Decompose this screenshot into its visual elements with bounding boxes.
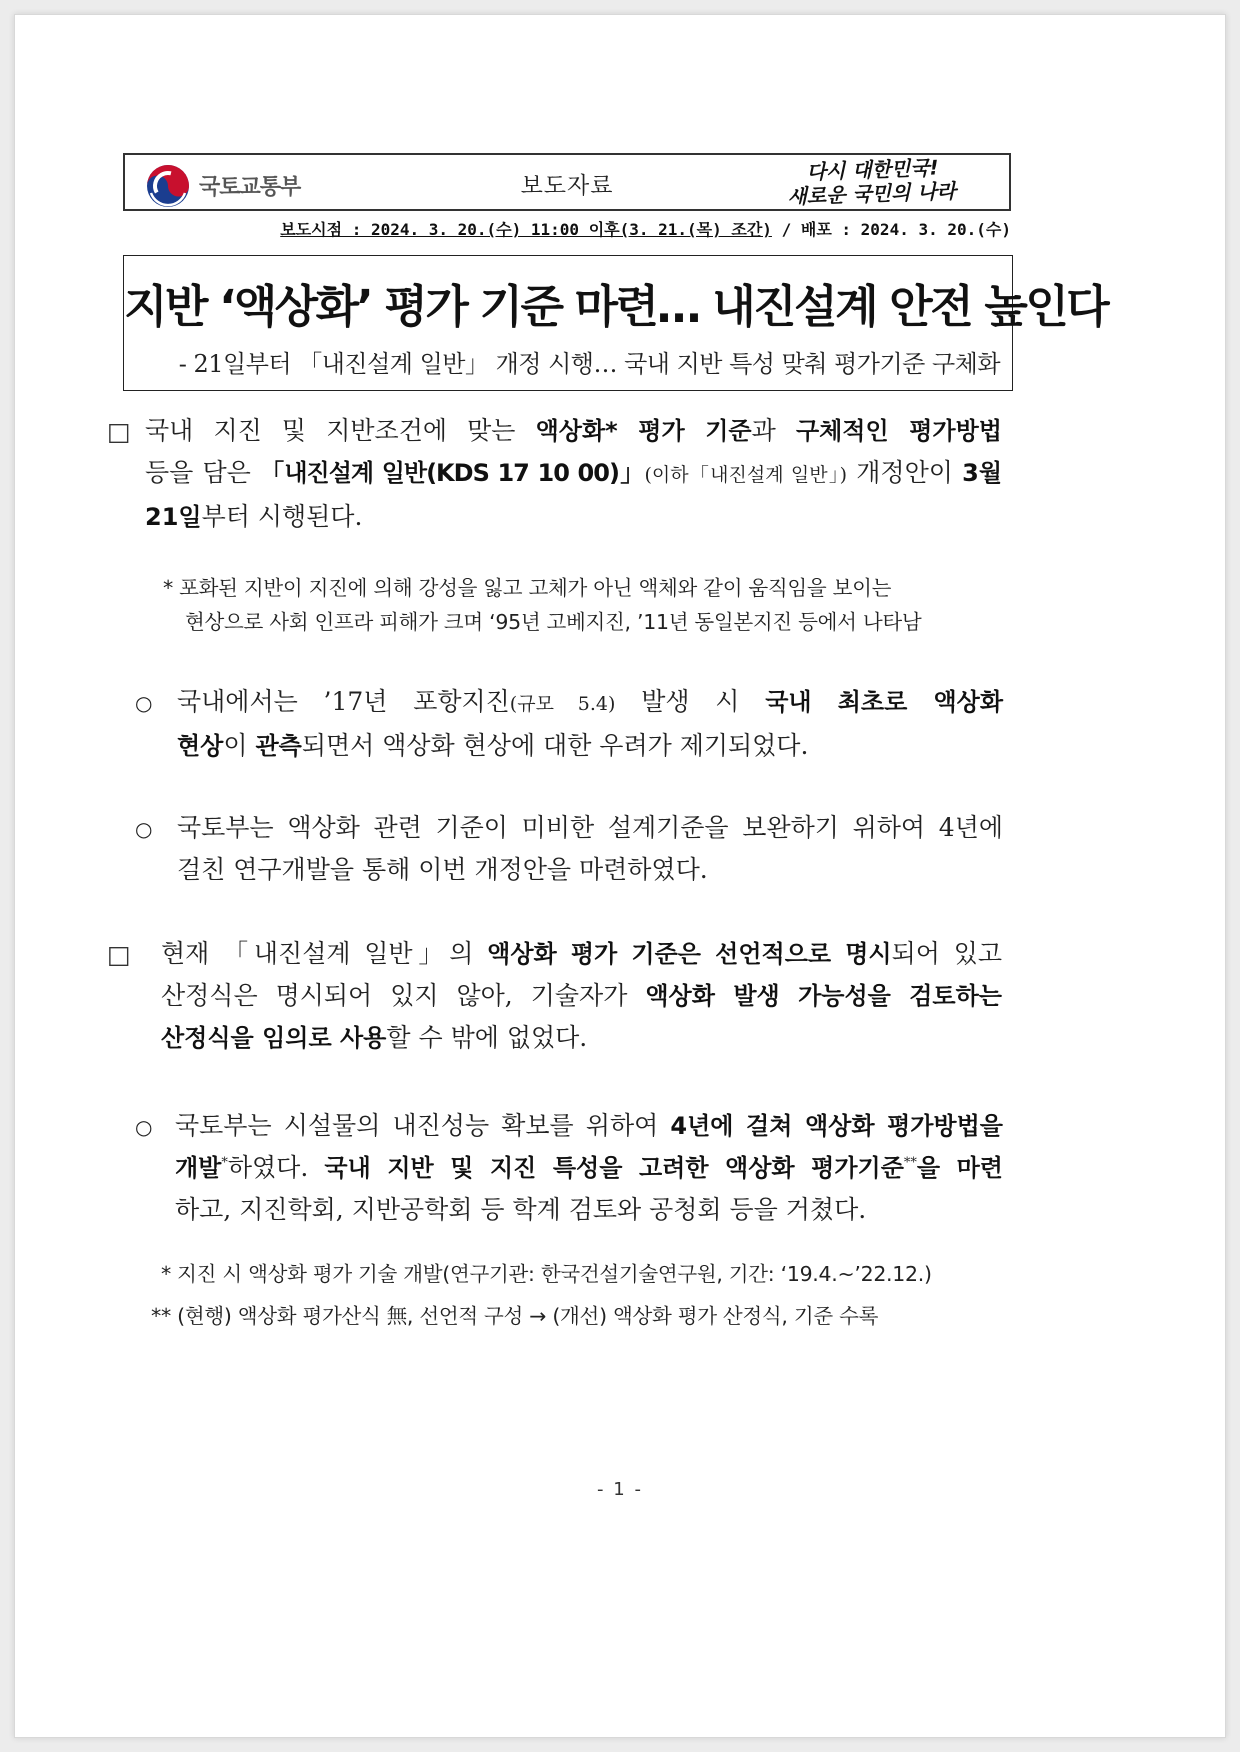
page-number: - 1 - <box>597 1479 643 1500</box>
paragraph-4-line-3 <box>161 1017 1002 1059</box>
text: 현재 「내진설계 일반」의 <box>161 939 488 968</box>
text: 개정안이 <box>847 458 963 487</box>
paragraph-2-line-1 <box>177 681 1003 725</box>
text: 등을 담은 <box>145 458 261 487</box>
title-box <box>123 255 1108 391</box>
text: 하였다. <box>227 1153 325 1182</box>
text: 할 수 밖에 없었다. <box>386 1023 588 1052</box>
text: (규모 5.4) <box>509 693 616 715</box>
square-bullet: □ <box>107 417 131 446</box>
circle-bullet: ○ <box>135 1115 153 1139</box>
circle-bullet: ○ <box>135 817 153 841</box>
paragraph-1-line-2 <box>145 452 1002 496</box>
paragraph-5 <box>175 1105 1003 1231</box>
emphasis: 을 마련 <box>916 1154 1003 1182</box>
headline: 지반 ‘액상화’ 평가 기준 마련… 내진설계 안전 높인다 <box>124 280 1108 333</box>
emphasis: 액상화 평가 기준은 선언적으로 명시 <box>487 940 892 968</box>
emphasis: 구체적인 평가방법 <box>795 417 1002 445</box>
circle-bullet: ○ <box>135 691 153 715</box>
emphasis: 국내 최초로 액상화 <box>765 688 1004 716</box>
doc-type-label: 보도자료 <box>520 173 614 199</box>
paragraph-1-line-3 <box>145 496 1002 538</box>
paragraph-5-line-1 <box>175 1105 1003 1147</box>
release-info <box>280 217 1011 240</box>
embargo-time: 보도시점 : 2024. 3. 20.(수) 11:00 이후(3. 21.(목) 조간) <box>280 220 772 239</box>
emphasis: 관측 <box>255 732 302 760</box>
footnote-2-line-1: * 지진 시 액상화 평가 기술 개발(연구기관: 한국건설기술연구원, 기간: ‘19.4.~’22.12.) <box>161 1262 932 1286</box>
paragraph-5-line-2 <box>175 1147 1003 1189</box>
paragraph-1 <box>145 410 1002 538</box>
paragraph-2-line-2 <box>177 725 1003 767</box>
paragraph-3-line-1: 국토부는 액상화 관련 기준이 미비한 설계기준을 보완하기 위하여 4년에 <box>177 813 1003 842</box>
distribution-date: 배포 : 2024. 3. 20.(수) <box>800 220 1011 239</box>
text: 국내에서는 ’17년 포항지진 <box>177 687 510 716</box>
ministry-name: 국토교통부 <box>199 175 301 200</box>
text: 이 <box>223 731 256 760</box>
paragraph-2 <box>177 681 1003 767</box>
document-page <box>14 14 1226 1738</box>
emphasis: 3월 <box>962 459 1003 487</box>
paragraph-1-line-1 <box>145 410 1002 452</box>
text: 산정식은 명시되어 있지 않아, 기술자가 <box>161 981 646 1010</box>
footnote-marker: * <box>221 1155 228 1171</box>
emphasis: 21일 <box>145 503 202 531</box>
slogan-line-2: 새로운 국민의 나라 <box>787 178 957 209</box>
text: 부터 시행된다. <box>201 502 363 531</box>
emphasis: 「내진설계 일반(KDS 17 10 00)」 <box>260 459 645 487</box>
footnote-2-line-2: ** (현행) 액상화 평가산식 無, 선언적 구성 → (개선) 액상화 평가 산정식, 기준 수록 <box>151 1304 879 1328</box>
footnote-1-line-2: 현상으로 사회 인프라 피해가 크며 ‘95년 고베지진, ’11년 동일본지진 등에서 나타남 <box>185 610 922 634</box>
paragraph-4-line-2 <box>161 975 1002 1017</box>
release-separator: / <box>771 220 801 239</box>
paragraph-4-line-1 <box>161 933 1002 975</box>
header-box <box>123 153 1011 211</box>
emphasis: 현상 <box>177 732 224 760</box>
text: 국토부는 시설물의 내진성능 확보를 위하여 <box>175 1111 671 1140</box>
subheadline: - 21일부터 「내진설계 일반」 개정 시행… 국내 지반 특성 맞춰 평가기준 구체화 <box>178 350 1000 378</box>
emphasis: 개발 <box>175 1154 222 1182</box>
emphasis: 국내 지반 및 지진 특성을 고려한 액상화 평가기준 <box>324 1154 904 1182</box>
emphasis: 산정식을 임의로 사용 <box>161 1024 387 1052</box>
text: 국내 지진 및 지반조건에 맞는 <box>145 416 536 445</box>
slogan-line-1: 다시 대한민국! <box>806 155 939 184</box>
text: 발생 시 <box>615 687 766 716</box>
slogan <box>786 153 998 208</box>
text: (이하「내진설계 일반」) <box>644 464 848 486</box>
text: 과 <box>751 416 796 445</box>
footnote-marker: ** <box>903 1155 917 1171</box>
emphasis: 액상화* 평가 기준 <box>535 417 752 445</box>
text: 되면서 액상화 현상에 대한 우려가 제기되었다. <box>301 731 809 760</box>
paragraph-4 <box>161 933 1002 1059</box>
paragraph-5-line-3: 하고, 지진학회, 지반공학회 등 학계 검토와 공청회 등을 거쳤다. <box>175 1195 867 1224</box>
emphasis: 4년에 걸쳐 액상화 평가방법을 <box>670 1112 1003 1140</box>
footnote-1-line-1: * 포화된 지반이 지진에 의해 강성을 잃고 고체가 아닌 액체와 같이 움직임을 보이는 <box>163 576 892 600</box>
paragraph-3-line-2: 걸친 연구개발을 통해 이번 개정안을 마련하였다. <box>177 855 708 884</box>
text: 되어 있고 <box>891 939 1002 968</box>
emphasis: 액상화 발생 가능성을 검토하는 <box>645 982 1002 1010</box>
square-bullet: □ <box>107 940 131 969</box>
paragraph-3 <box>177 807 1003 891</box>
